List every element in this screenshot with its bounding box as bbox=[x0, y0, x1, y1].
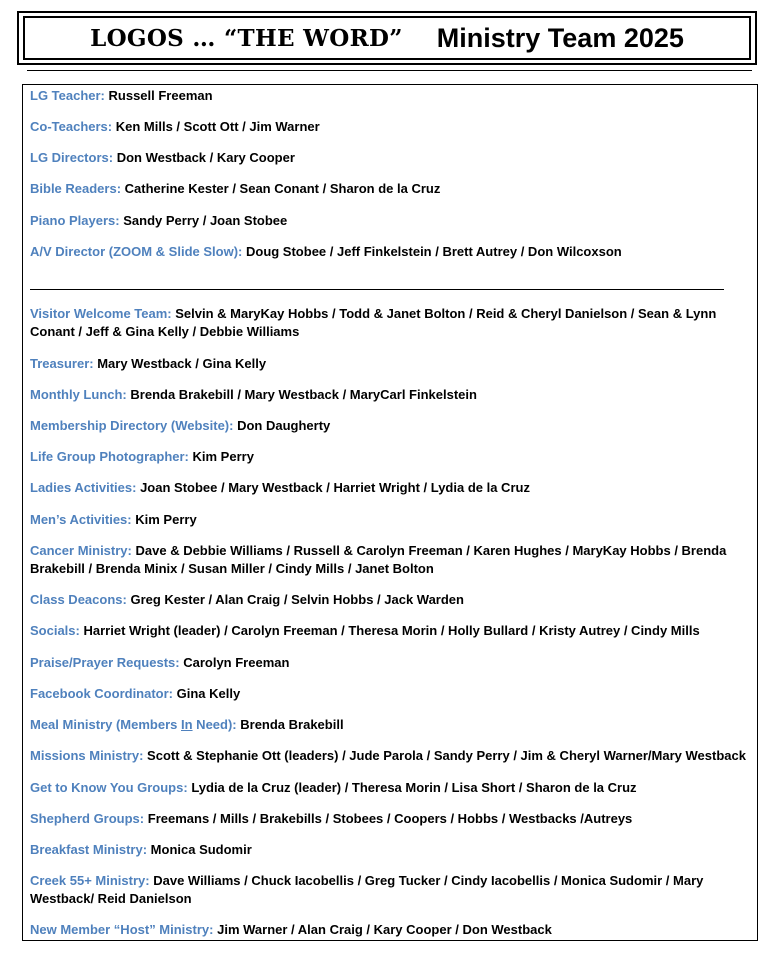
role-label: Breakfast Ministry: bbox=[30, 842, 148, 857]
role-label-part: Meal Ministry (Members bbox=[30, 717, 181, 732]
role-names: Brenda Brakebill bbox=[240, 717, 344, 732]
roster-entry bbox=[30, 355, 752, 373]
role-names: Carolyn Freeman bbox=[183, 655, 290, 670]
section-divider bbox=[30, 289, 724, 290]
roster-entry bbox=[30, 305, 752, 341]
role-label: Monthly Lunch: bbox=[30, 387, 127, 402]
role-names: Dave Williams / Chuck Iacobellis / Greg Tucker / Cindy Iacobellis / Monica Sudomir / Mary Westback/ Reid Danielson bbox=[30, 873, 704, 906]
role-label: A/V Director (ZOOM & Slide Slow): bbox=[30, 244, 243, 259]
role-label: Membership Directory (Website): bbox=[30, 418, 234, 433]
roster-entry bbox=[30, 685, 752, 703]
roster-entry bbox=[30, 872, 752, 908]
roster-entry bbox=[30, 417, 752, 435]
roster-entry bbox=[30, 542, 752, 578]
role-label-part: Need): bbox=[192, 717, 237, 732]
role-names: Doug Stobee / Jeff Finkelstein / Brett Autrey / Don Wilcoxson bbox=[245, 244, 622, 259]
roster-entry bbox=[30, 149, 752, 167]
role-label: Men’s Activities: bbox=[30, 512, 132, 527]
roster-entry bbox=[30, 779, 752, 797]
roster-entry bbox=[30, 243, 752, 261]
role-label: Piano Players: bbox=[30, 213, 120, 228]
role-names: Kim Perry bbox=[135, 512, 197, 527]
role-label: Visitor Welcome Team: bbox=[30, 306, 172, 321]
role-label: Get to Know You Groups: bbox=[30, 780, 188, 795]
role-label: New Member “Host” Ministry: bbox=[30, 922, 214, 937]
role-names: Don Daugherty bbox=[237, 418, 331, 433]
roster-entry bbox=[30, 591, 752, 609]
role-label: Socials: bbox=[30, 623, 80, 638]
role-names: Selvin & MaryKay Hobbs / Todd & Janet Bolton / Reid & Cheryl Danielson / Sean & Lynn Conant / Jeff & Gina Kelly / Debbie Williams bbox=[30, 306, 717, 339]
roster-entry bbox=[30, 921, 752, 939]
role-names: Joan Stobee / Mary Westback / Harriet Wright / Lydia de la Cruz bbox=[140, 480, 530, 495]
roster-entry bbox=[30, 448, 752, 466]
role-names: Harriet Wright (leader) / Carolyn Freeman / Theresa Morin / Holly Bullard / Kristy Autrey / Cindy Mills bbox=[83, 623, 700, 638]
role-label: Creek 55+ Ministry: bbox=[30, 873, 150, 888]
role-label-underlined: In bbox=[181, 717, 193, 732]
role-names: Scott & Stephanie Ott (leaders) / Jude Parola / Sandy Perry / Jim & Cheryl Warner/Mary Westback bbox=[147, 748, 746, 763]
role-names: Catherine Kester / Sean Conant / Sharon de la Cruz bbox=[124, 181, 441, 196]
role-label: Co-Teachers: bbox=[30, 119, 113, 134]
role-label: Shepherd Groups: bbox=[30, 811, 145, 826]
roster-entry bbox=[30, 841, 752, 859]
role-label: Class Deacons: bbox=[30, 592, 127, 607]
role-names: Lydia de la Cruz (leader) / Theresa Morin / Lisa Short / Sharon de la Cruz bbox=[191, 780, 637, 795]
roster-entry bbox=[30, 622, 752, 640]
role-names: Brenda Brakebill / Mary Westback / MaryCarl Finkelstein bbox=[130, 387, 477, 402]
page-title: Ministry Team 2025 bbox=[436, 22, 684, 53]
role-label: Treasurer: bbox=[30, 356, 94, 371]
role-names: Russell Freeman bbox=[108, 88, 213, 103]
role-names: Kim Perry bbox=[192, 449, 254, 464]
role-names: Gina Kelly bbox=[176, 686, 241, 701]
roster-entry bbox=[30, 716, 752, 734]
roster-entry bbox=[30, 747, 752, 765]
header-inner-frame bbox=[23, 16, 751, 60]
role-names: Ken Mills / Scott Ott / Jim Warner bbox=[115, 119, 320, 134]
roster-entry bbox=[30, 479, 752, 497]
roster-entry bbox=[30, 810, 752, 828]
role-names: Greg Kester / Alan Craig / Selvin Hobbs / Jack Warden bbox=[130, 592, 464, 607]
role-names: Dave & Debbie Williams / Russell & Carolyn Freeman / Karen Hughes / MaryKay Hobbs / Brenda Brakebill / Brenda Minix / Susan Miller / Cindy Mills / Janet Bolton bbox=[30, 543, 727, 576]
role-names: Don Westback / Kary Cooper bbox=[116, 150, 295, 165]
roster-entry bbox=[30, 654, 752, 672]
roster-entry bbox=[30, 180, 752, 198]
logo-text: LOGOS … “THE WORD” bbox=[90, 24, 403, 52]
header-box bbox=[17, 11, 757, 65]
role-label: LG Teacher: bbox=[30, 88, 105, 103]
role-label: Life Group Photographer: bbox=[30, 449, 189, 464]
roster-entry bbox=[30, 118, 752, 136]
role-names: Mary Westback / Gina Kelly bbox=[97, 356, 267, 371]
role-names: Monica Sudomir bbox=[150, 842, 252, 857]
roster-entry bbox=[30, 212, 752, 230]
roster-entry bbox=[30, 87, 752, 105]
role-names: Freemans / Mills / Brakebills / Stobees / Coopers / Hobbs / Westbacks /Autreys bbox=[147, 811, 633, 826]
role-label: Ladies Activities: bbox=[30, 480, 137, 495]
roster-entry bbox=[30, 511, 752, 529]
divider bbox=[27, 70, 752, 71]
role-label: Cancer Ministry: bbox=[30, 543, 132, 558]
role-names: Sandy Perry / Joan Stobee bbox=[123, 213, 288, 228]
role-label: Missions Ministry: bbox=[30, 748, 144, 763]
role-names: Jim Warner / Alan Craig / Kary Cooper / Don Westback bbox=[217, 922, 552, 937]
roster-entry bbox=[30, 386, 752, 404]
role-label bbox=[30, 717, 237, 732]
role-label: Facebook Coordinator: bbox=[30, 686, 174, 701]
role-label: LG Directors: bbox=[30, 150, 114, 165]
role-label: Bible Readers: bbox=[30, 181, 122, 196]
role-label: Praise/Prayer Requests: bbox=[30, 655, 180, 670]
